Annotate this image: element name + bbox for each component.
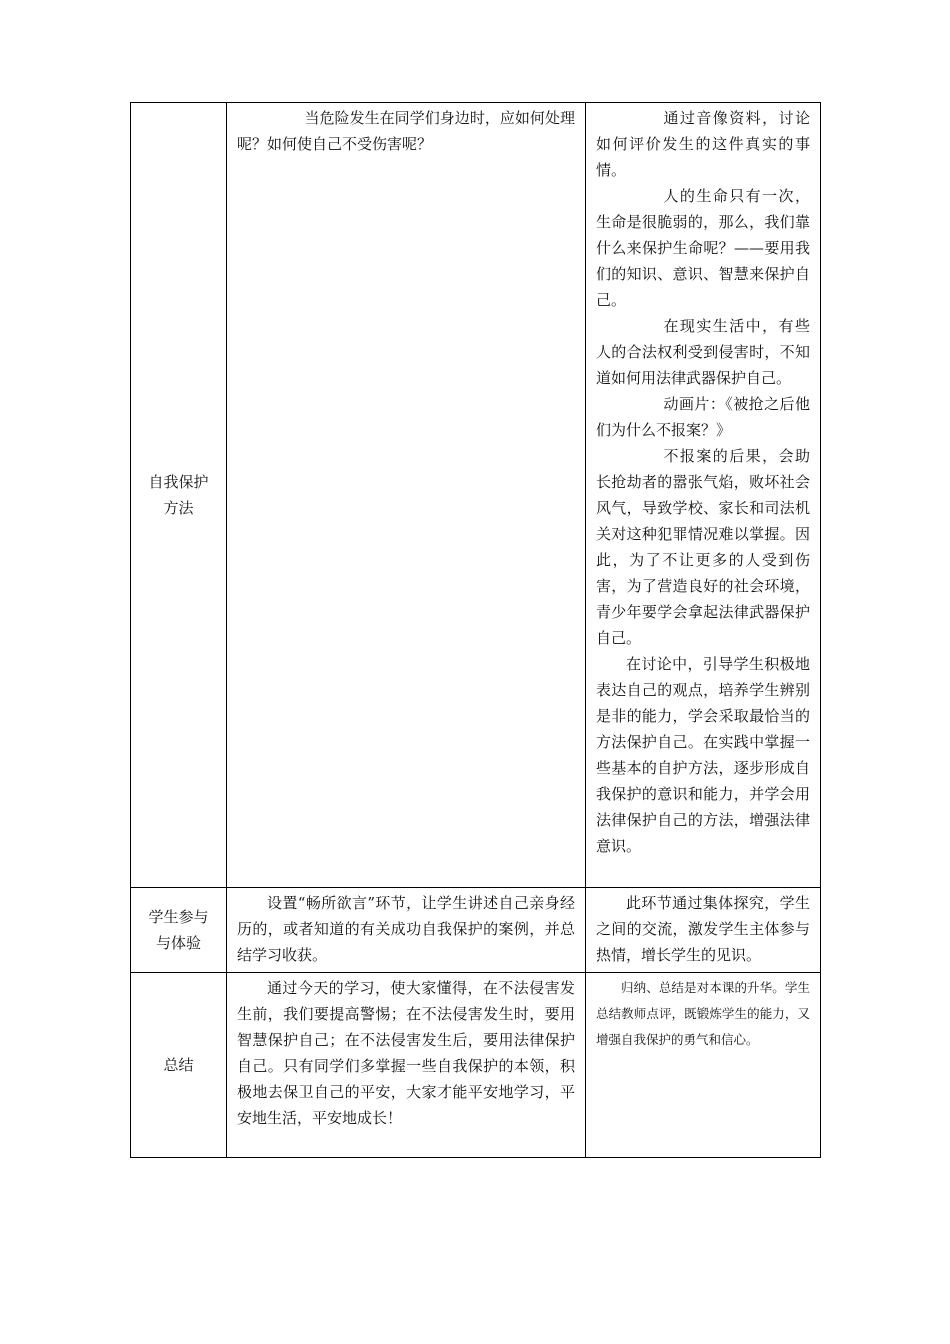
intent-paragraph: 在现实生活中，有些人的合法权利受到侵害时，不知道如何用法律武器保护自己。 (596, 317, 810, 387)
row-label-text: 自我保护 方法 (148, 473, 209, 517)
intent-cell (586, 973, 821, 1158)
activity-text: 通过今天的学习，使大家懂得，在不法侵害发生前，我们要提高警惕；在不法侵害发生时，要用智慧保护自己；在不法侵害发生后，要用法律保护自己。只有同学们多掌握一些自我保护的本领，积极地去保卫自己的平安，大家才能平安地学习，平安地生活，平安地成长！ (237, 979, 575, 1127)
row-label (131, 103, 227, 888)
row-label (131, 973, 227, 1158)
intent-cell (586, 888, 821, 973)
intent-paragraph: 在讨论中，引导学生积极地表达自己的观点，培养学生辨别是非的能力，学会采取最恰当的方法保护自己。在实践中掌握一些基本的自护方法，逐步形成自我保护的意识和能力，并学会用法律保护自己的方法，增强法律意识。 (596, 655, 810, 855)
activity-text: 设置“畅所欲言”环节，让学生讲述自己亲身经历的，或者知道的有关成功自我保护的案例，并总结学习收获。 (237, 894, 575, 964)
row-label (131, 888, 227, 973)
table-row (131, 103, 821, 888)
activity-cell (227, 888, 586, 973)
intent-paragraph: 此环节通过集体探究，学生之间的交流，激发学生主体参与热情，增长学生的见识。 (596, 894, 810, 964)
intent-paragraph: 通过音像资料，讨论如何评价发生的这件真实的事情。 (596, 109, 810, 179)
activity-cell (227, 973, 586, 1158)
row-label-text: 学生参与与体验 (148, 908, 209, 952)
intent-cell (586, 103, 821, 888)
intent-paragraph: 归纳、总结是对本课的升华。学生总结教师点评，既锻炼学生的能力，又增强自我保护的勇气和信心。 (596, 980, 810, 1047)
table-row (131, 973, 821, 1158)
intent-paragraph: 动画片：《被抢之后他们为什么不报案？》 (596, 395, 810, 439)
activity-text: 当危险发生在同学们身边时，应如何处理呢？如何使自己不受伤害呢？ (237, 109, 575, 153)
row-label-text: 总结 (163, 1056, 194, 1074)
intent-paragraph: 不报案的后果，会助长抢劫者的嚣张气焰，败坏社会风气，导致学校、家长和司法机关对这种犯罪情况难以掌握。因此，为了不让更多的人受到伤害，为了营造良好的社会环境，青少年要学会拿起法律武器保护自己。 (596, 447, 810, 647)
activity-cell (227, 103, 586, 888)
table-row (131, 888, 821, 973)
lesson-plan-table (130, 102, 821, 1158)
intent-paragraph: 人的生命只有一次，生命是很脆弱的，那么，我们靠什么来保护生命呢？——要用我们的知识、意识、智慧来保护自己。 (596, 187, 810, 309)
